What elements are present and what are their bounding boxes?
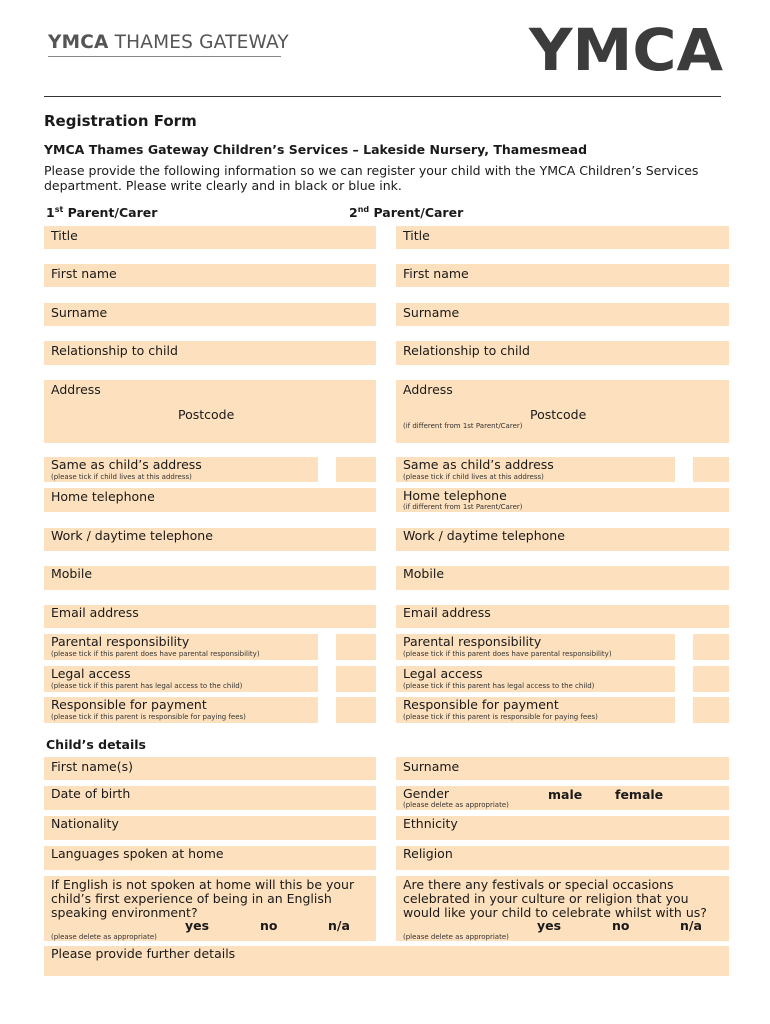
p1-same-address-note: (please tick if child lives at this address) <box>51 473 192 481</box>
p1-payment-note: (please tick if this parent is responsible for paying fees) <box>51 713 246 721</box>
form-subtitle: YMCA Thames Gateway Children’s Services – Lakeside Nursery, Thamesmead <box>44 142 588 157</box>
child-gender-field[interactable] <box>396 786 729 810</box>
child-first-names-field[interactable] <box>44 757 376 780</box>
p1-parental-resp-label: Parental responsibility <box>51 634 190 649</box>
gender-female-option[interactable]: female <box>615 787 664 802</box>
p1-work-tel-label: Work / daytime telephone <box>51 528 213 543</box>
child-nationality-label: Nationality <box>51 816 119 831</box>
child-religion-field[interactable] <box>396 846 729 870</box>
p2-work-tel-field[interactable] <box>396 528 729 551</box>
p2-email-label: Email address <box>403 605 491 620</box>
english-yes-option[interactable]: yes <box>185 918 210 933</box>
p1-surname-label: Surname <box>51 305 108 320</box>
child-gender-label: Gender <box>403 786 450 801</box>
p2-parental-resp-label: Parental responsibility <box>403 634 542 649</box>
p1-legal-access-field <box>44 666 318 692</box>
festivals-question-field[interactable] <box>396 876 729 941</box>
p2-payment-field <box>396 697 675 723</box>
p1-address-label: Address <box>51 382 101 397</box>
p1-title-field[interactable] <box>44 226 376 249</box>
festivals-na-option[interactable]: n/a <box>680 918 702 933</box>
p2-mobile-field[interactable] <box>396 566 729 590</box>
svg-text:YMCA: YMCA <box>528 20 724 74</box>
p2-home-tel-field[interactable] <box>396 488 729 512</box>
p2-relationship-label: Relationship to child <box>403 343 530 358</box>
child-languages-field[interactable] <box>44 846 376 870</box>
p1-parental-resp-note: (please tick if this parent does have parental responsibility) <box>51 650 260 658</box>
p2-first-name-field[interactable] <box>396 264 729 287</box>
p2-same-address-label: Same as child’s address <box>403 457 554 472</box>
header-divider <box>44 96 721 97</box>
p1-mobile-label: Mobile <box>51 566 93 581</box>
p2-parental-resp-note: (please tick if this parent does have parental responsibility) <box>403 650 612 658</box>
p2-title-field[interactable] <box>396 226 729 249</box>
p2-surname-label: Surname <box>403 305 460 320</box>
english-no-option[interactable]: no <box>260 918 278 933</box>
p2-same-address-checkbox[interactable] <box>693 457 729 482</box>
english-na-option[interactable]: n/a <box>328 918 350 933</box>
p2-email-field[interactable] <box>396 605 729 628</box>
p2-same-address-note: (please tick if child lives at this address) <box>403 473 544 481</box>
p1-relationship-label: Relationship to child <box>51 343 178 358</box>
p1-email-field[interactable] <box>44 605 376 628</box>
p1-postcode-label: Postcode <box>178 407 235 422</box>
child-details-heading: Child’s details <box>46 737 146 752</box>
child-ethnicity-field[interactable] <box>396 816 729 840</box>
child-first-names-label: First name(s) <box>51 759 133 774</box>
festivals-delete-note: (please delete as appropriate) <box>403 933 509 941</box>
p2-payment-label: Responsible for payment <box>403 697 559 712</box>
p1-relationship-field[interactable] <box>44 341 376 365</box>
p1-payment-checkbox[interactable] <box>336 697 376 723</box>
p1-legal-access-label: Legal access <box>51 666 131 681</box>
p2-home-tel-note: (if different from 1st Parent/Carer) <box>403 503 523 511</box>
p2-work-tel-label: Work / daytime telephone <box>403 528 565 543</box>
p1-legal-access-checkbox[interactable] <box>336 666 376 692</box>
p1-home-tel-field[interactable] <box>44 488 376 512</box>
p1-first-name-field[interactable] <box>44 264 376 287</box>
p1-legal-access-note: (please tick if this parent has legal access to the child) <box>51 682 243 690</box>
festivals-question-label: Are there any festivals or special occasions celebrated in your culture or religion that you would like your child to celebrate whilst with us? <box>403 877 707 920</box>
brand-underline <box>48 56 281 57</box>
p2-address-field[interactable] <box>396 380 729 443</box>
p2-mobile-label: Mobile <box>403 566 445 581</box>
p1-home-tel-label: Home telephone <box>51 489 155 504</box>
child-gender-note: (please delete as appropriate) <box>403 801 509 809</box>
child-surname-label: Surname <box>403 759 460 774</box>
p1-same-address-label: Same as child’s address <box>51 457 202 472</box>
p1-parental-resp-checkbox[interactable] <box>336 634 376 660</box>
p1-payment-field <box>44 697 318 723</box>
gender-male-option[interactable]: male <box>548 787 583 802</box>
english-question-label: If English is not spoken at home will this be your child’s first experience of being in an English speaking environment? <box>51 877 355 920</box>
p1-work-tel-field[interactable] <box>44 528 376 551</box>
p2-home-tel-label: Home telephone <box>403 488 507 503</box>
festivals-no-option[interactable]: no <box>612 918 630 933</box>
p1-email-label: Email address <box>51 605 139 620</box>
p2-payment-note: (please tick if this parent is responsible for paying fees) <box>403 713 598 721</box>
p2-parental-resp-checkbox[interactable] <box>693 634 729 660</box>
child-ethnicity-label: Ethnicity <box>403 816 458 831</box>
further-details-label: Please provide further details <box>51 946 236 961</box>
child-languages-label: Languages spoken at home <box>51 846 224 861</box>
p2-surname-field[interactable] <box>396 303 729 326</box>
child-surname-field[interactable] <box>396 757 729 780</box>
p2-postcode-label: Postcode <box>530 407 587 422</box>
p2-same-address-field <box>396 457 675 482</box>
p2-first-name-label: First name <box>403 266 469 281</box>
p2-payment-checkbox[interactable] <box>693 697 729 723</box>
further-details-field[interactable] <box>44 946 729 976</box>
child-dob-label: Date of birth <box>51 786 131 801</box>
p1-parental-resp-field <box>44 634 318 660</box>
p1-same-address-field <box>44 457 318 482</box>
parent1-heading: 1st Parent/Carer <box>46 205 158 221</box>
parent2-heading: 2nd Parent/Carer <box>349 205 464 221</box>
p1-first-name-label: First name <box>51 266 117 281</box>
child-nationality-field[interactable] <box>44 816 376 840</box>
p2-relationship-field[interactable] <box>396 341 729 365</box>
p2-legal-access-checkbox[interactable] <box>693 666 729 692</box>
p2-legal-access-note: (please tick if this parent has legal access to the child) <box>403 682 595 690</box>
english-delete-note: (please delete as appropriate) <box>51 933 157 941</box>
p1-title-label: Title <box>51 228 78 243</box>
p1-address-field[interactable] <box>44 380 376 443</box>
p2-address-note: (if different from 1st Parent/Carer) <box>403 422 523 430</box>
p2-legal-access-label: Legal access <box>403 666 483 681</box>
english-question-field[interactable] <box>44 876 376 941</box>
festivals-yes-option[interactable]: yes <box>537 918 562 933</box>
p2-legal-access-field <box>396 666 675 692</box>
p2-parental-resp-field <box>396 634 675 660</box>
p1-payment-label: Responsible for payment <box>51 697 207 712</box>
p1-surname-field[interactable] <box>44 303 376 326</box>
brand-wordmark: YMCA THAMES GATEWAY <box>48 32 289 53</box>
form-title: Registration Form <box>44 112 197 130</box>
p2-address-label: Address <box>403 382 453 397</box>
p1-mobile-field[interactable] <box>44 566 376 590</box>
form-intro: Please provide the following information so we can register your child with the YMCA Children’s Services department. Please write clearly and in black or blue ink. <box>44 163 699 193</box>
p2-title-label: Title <box>403 228 430 243</box>
child-dob-field[interactable] <box>44 786 376 810</box>
child-religion-label: Religion <box>403 846 453 861</box>
ymca-logo <box>528 20 724 74</box>
p1-same-address-checkbox[interactable] <box>336 457 376 482</box>
